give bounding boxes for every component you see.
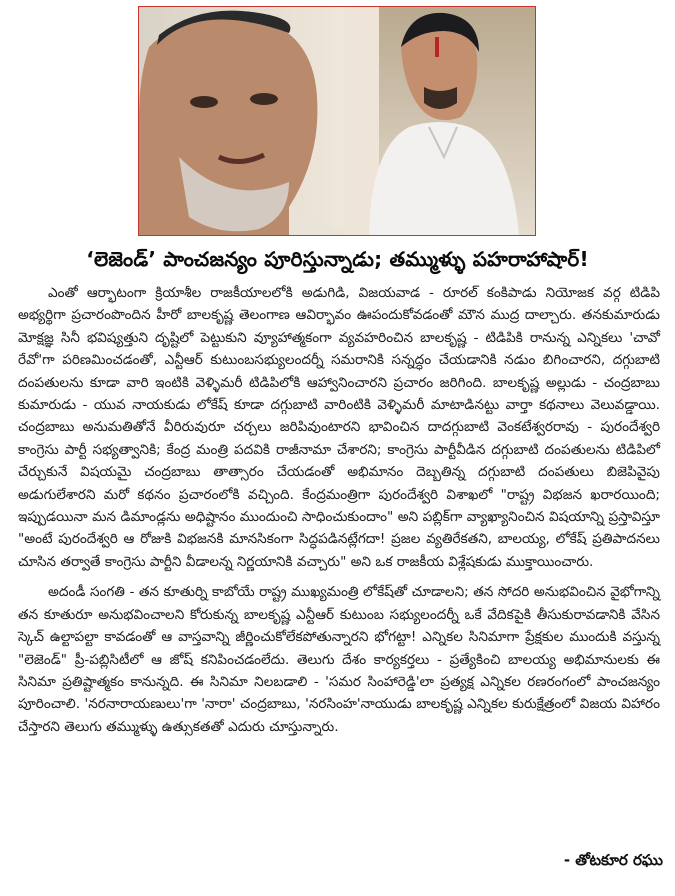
article-paragraph: అదండీ సంగతి - తన కూతుర్ని కాబోయే రాష్ట్ర ముఖ్యమంత్రి లోకేష్‌తో చూడాలని; తన సోదరి అనుభవించిన వైభోగాన్ని తన కూతురూ అనుభవించాలని కోరుకున్న బాలకృష్ణ ఎన్టీఆర్ కుటుంబ సభ్యులందర్నీ ఒకే వేదికపైకి తీసుకురావడానికి వేసిన స్కెచ్ ఉల్టాపల్టా కావడంతో ఆ వాస్తవాన్ని జీర్ణించుకోలేకపోతున్నారని భోగట్టా! ఎన్నికల సినిమాగా ప్రేక్షకుల ముందుకి వస్తున్న "లెజెండ్" ప్రీ-పబ్లిసిటీలో ఆ జోష్ కనిపించడంలేదు. తెలుగు దేశం కార్యకర్తలు - ప్రత్యేకించి బాలయ్య అభిమానులకు ఈ సినిమా ప్రతిష్టాత్మకం కానున్నది. ఈ సినిమా నిలబడాలి - 'సమర సింహారెడ్డి'లా ప్రత్యక్ష ఎన్నికల రణరంగంలో పాంచజన్యం పూరించాలి. 'నరనారాయణులు'గా 'నారా' చంద్రబాబు, 'నరసింహ'నాయుడు బాలకృష్ణ ఎన్నికల కురుక్షేత్రంలో విజయ విహారం చేస్తారని తెలుగు తమ్ముళ్ళు ఉత్సుకతతో ఎదురు చూస్తున్నారు. — [18, 584, 660, 735]
news-photo — [138, 6, 536, 236]
author-byline: - తోటకూర రఘు — [563, 851, 663, 869]
article-paragraph: ఎంతో ఆర్భాటంగా క్రియాశీల రాజకీయాలలోకి అడుగిడి, విజయవాడ - రూరల్ కంకిపాడు నియోజక వర్గ టిడిపి అభ్యర్థిగా ప్రచారంపొందిన హీరో బాలకృష్ణ తెలంగాణ ఆవిర్భావం ఊపందుకోవడంతో మౌన ముద్ర దాల్చారు. తనకుమారుడు మోక్షజ్ఞ సినీ భవిష్యత్తుని దృష్టిలో పెట్టుకుని వ్యూహాత్మకంగా వ్యవహరించిన బాలకృష్ణ - టిడిపికి రానున్న ఎన్నికలు 'చావో రేవో'గా పరిణమించడంతో, ఎన్టీఆర్ కుటుంబసభ్యులందర్నీ సమరానికి సన్నద్ధం చేయడానికి నడుం బిగించారని, దగ్గుబాటి దంపతులను కూడా వారి ఇంటికి వెళ్ళిమరీ టిడిపిలోకి ఆహ్వానించారని ప్రచారం జరిగింది. బాలకృష్ణ అల్లుడు - చంద్రబాబు కుమారుడు - యువ నాయకుడు లోకేష్ కూడా దగ్గుబాటి వారింటికి వెళ్ళిమరీ మాటాడినట్టు వార్తా కథనాలు వెలువడ్డాయి. చంద్రబాబు అనుమతితోనే వీరిరువురూ చర్చలు జరిపివుంటారని భావించిన దాదగ్గుబాటి వెంకటేశ్వరరావు - పురందేశ్వరి కాంగ్రెసు పార్టీ సభ్యత్వానికి; కేంద్ర మంత్రి పదవికి రాజీనామా చేశారని; కాంగ్రెసు పార్టీవీడిన దగ్గుబాటి దంపతులను టిడిపిలో చేర్చుకునే విషయమై చంద్రబాబు తాత్సారం చేయడంతో అభిమానం దెబ్బతిన్న దగ్గుబాటి దంపతులు బిజెపివైపు అడుగులేశారని మరో కథనం ప్రచారంలోకి వచ్చింది. కేంద్రమంత్రిగా పురందేశ్వరి విశాఖలో "రాష్ట్ర విభజన ఖరారయింది; ఇప్పుడయినా మన డిమాండ్లను అధిష్టానం ముందుంచి సాధించుకుందాం" అని పబ్లిక్‌గా వ్యాఖ్యానించిన విషయాన్ని ప్రస్తావిస్తూ "అంటే పురందేశ్వరి ఆ రోజుకి విభజనకి మానసికంగా సిద్ధపడినట్లేగదా! ప్రజల వ్యతిరేకతని, బాలయ్య, లోకేష్ ప్రతిపాదనలు చూసిన తర్వాతే కాంగ్రెసు పార్టీని వీడాలన్న నిర్ణయానికి వచ్చారు" అని ఒక రాజకీయ విశ్లేషకుడు ముక్తాయించారు. — [18, 285, 660, 570]
news-photo-illustration — [139, 7, 535, 235]
article-headline: ‘లెజెండ్’ పాంచజన్యం పూరిస్తున్నాడు; తమ్ముళ్ళు పహరాహాషార్! — [86, 247, 589, 271]
article-body — [18, 282, 660, 746]
